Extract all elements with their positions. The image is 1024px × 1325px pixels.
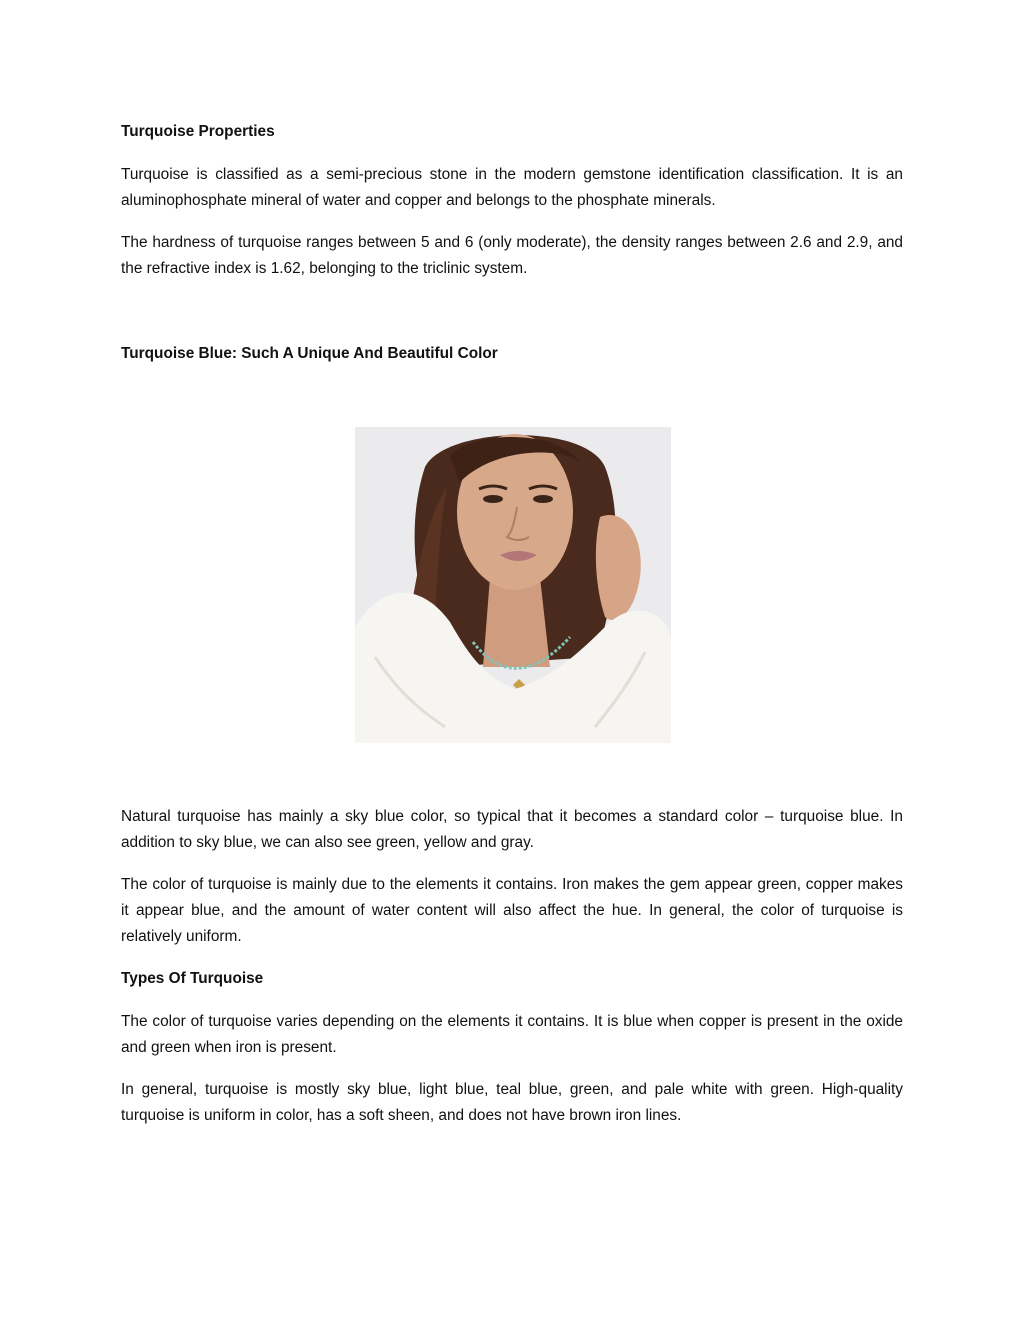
paragraph-color-elements: The color of turquoise is mainly due to the elements it contains. Iron makes the gem appear green, copper makes it appear blue, and the amount of water content will also affect the hue. In general, the color of turquoise is relatively uniform.: [121, 876, 903, 945]
portrait-photo-icon: [355, 427, 671, 743]
heading-turquoise-properties: Turquoise Properties: [121, 123, 275, 140]
portrait-photo: [355, 427, 671, 743]
paragraph-classification: Turquoise is classified as a semi-precious stone in the modern gemstone identification classification. It is an aluminophosphate mineral of water and copper and belongs to the phosphate minerals.: [121, 166, 903, 209]
paragraph-general-quality: In general, turquoise is mostly sky blue, light blue, teal blue, green, and pale white with green. High-quality turquoise is uniform in color, has a soft sheen, and does not have brown iron lines.: [121, 1081, 903, 1124]
heading-turquoise-blue: Turquoise Blue: Such A Unique And Beautiful Color: [121, 345, 498, 362]
paragraph-hardness: The hardness of turquoise ranges between 5 and 6 (only moderate), the density ranges between 2.6 and 2.9, and the refractive index is 1.62, belonging to the triclinic system.: [121, 234, 903, 277]
paragraph-natural-color: Natural turquoise has mainly a sky blue color, so typical that it becomes a standard color – turquoise blue. In addition to sky blue, we can also see green, yellow and gray.: [121, 808, 903, 851]
paragraph-color-varies: The color of turquoise varies depending on the elements it contains. It is blue when copper is present in the oxide and green when iron is present.: [121, 1013, 903, 1056]
heading-types-of-turquoise: Types Of Turquoise: [121, 970, 264, 987]
